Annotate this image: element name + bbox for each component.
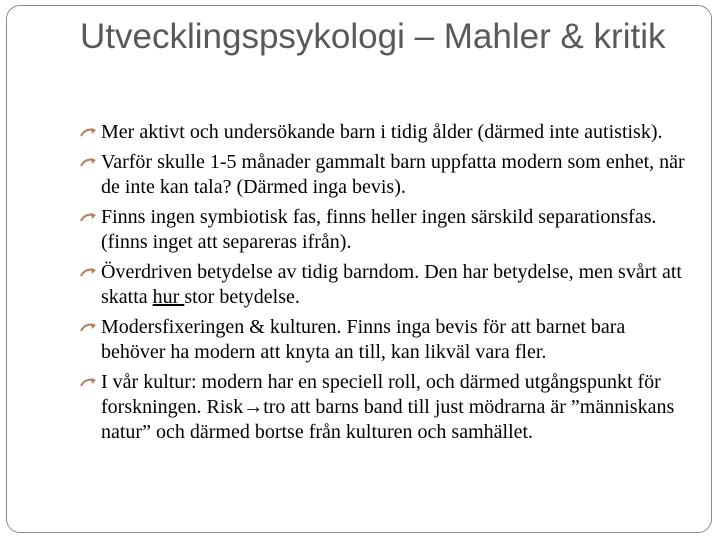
- bullet-text: Finns ingen symbiotisk fas, finns heller ingen särskild separationsfas. (finns inget att separeras ifrån).: [101, 206, 657, 253]
- curved-arrow-bullet-icon: [80, 377, 98, 388]
- curved-arrow-bullet-icon: [80, 212, 98, 223]
- bullet-text: Mer aktivt och undersökande barn i tidig ålder (därmed inte autistisk).: [101, 121, 663, 143]
- bullet-text: Varför skulle 1-5 månader gammalt barn uppfatta modern som enhet, när de inte kan tala? (Därmed inga bevis).: [101, 151, 685, 198]
- bullet-item: [80, 150, 685, 200]
- slide-title: Utvecklingspsykologi – Mahler & kritik: [80, 17, 666, 56]
- underlined-word: hur: [152, 286, 185, 308]
- bullet-text: [101, 261, 682, 308]
- bullet-text-part: stor betydelse.: [184, 286, 300, 308]
- curved-arrow-bullet-icon: [80, 127, 98, 138]
- bullet-item: [80, 315, 685, 365]
- bullet-list: [80, 120, 685, 450]
- bullet-text: I vår kultur: modern har en speciell roll, och därmed utgångspunkt för forskningen. Risk→tro att barns band till just mödrarna är ”människans natur” och därmed bortse från kulturen och samhället.: [101, 371, 675, 443]
- curved-arrow-bullet-icon: [80, 267, 98, 278]
- bullet-item: [80, 120, 685, 145]
- curved-arrow-bullet-icon: [80, 157, 98, 168]
- curved-arrow-bullet-icon: [80, 322, 98, 333]
- bullet-item: [80, 260, 685, 310]
- bullet-text-part: Överdriven betydelse av tidig barndom. Den har betydelse, men svårt att skatta: [101, 261, 682, 308]
- bullet-text: Modersfixeringen & kulturen. Finns inga bevis för att barnet bara behöver ha modern att knyta an till, kan likväl vara fler.: [101, 316, 626, 363]
- bullet-item: [80, 370, 685, 445]
- bullet-item: [80, 205, 685, 255]
